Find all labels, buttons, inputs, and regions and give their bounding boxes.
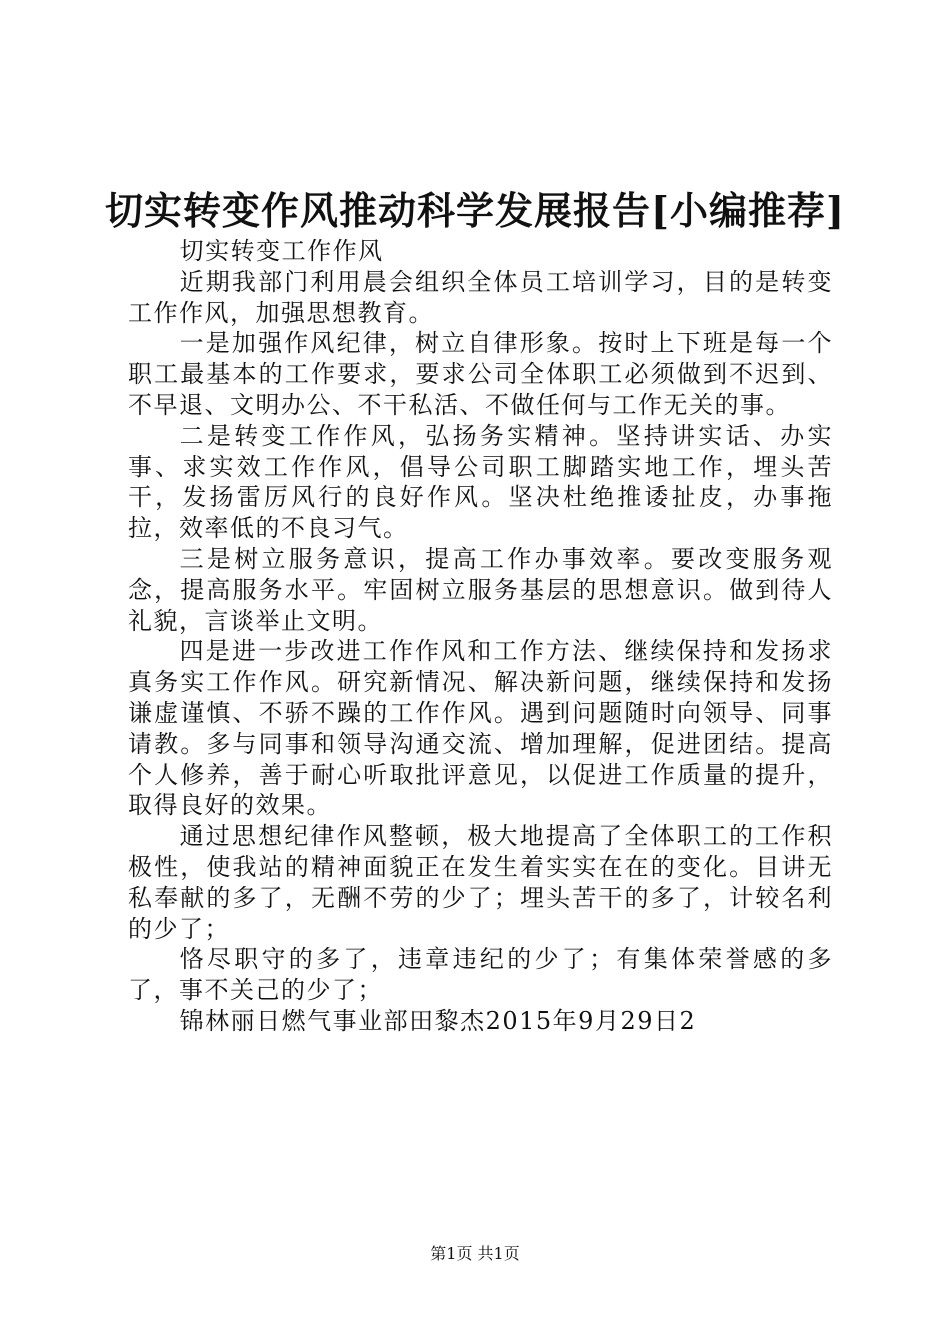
page-total: 共1页 (477, 1244, 520, 1263)
point-one-paragraph: 一是加强作风纪律，树立自律形象。按时上下班是每一个职工最基本的工作要求，要求公司全体职工必须做到不迟到、不早退、文明办公、不干私活、不做任何与工作无关的事。 (128, 329, 833, 419)
page-number: 第1页 (430, 1244, 473, 1263)
point-two-paragraph: 二是转变工作作风，弘扬务实精神。坚持讲实话、办实事、求实效工作作风，倡导公司职工脚踏实地工作，埋头苦干，发扬雷厉风行的良好作风。坚决杜绝推诿扯皮，办事拖拉，效率低的不良习气。 (128, 421, 833, 543)
document-body (128, 236, 833, 1037)
intro-paragraph: 近期我部门利用晨会组织全体员工培训学习，目的是转变工作作风，加强思想教育。 (128, 267, 833, 327)
point-four-paragraph: 四是进一步改进工作作风和工作方法、继续保持和发扬求真务实工作作风。研究新情况、解决新问题，继续保持和发扬谦虚谨慎、不骄不躁的工作作风。遇到问题随时向领导、同事请教。多与同事和领导沟通交流、增加理解，促进团结。提高个人修养，善于耐心听取批评意见，以促进工作质量的提升，取得良好的效果。 (128, 637, 833, 820)
page-footer (0, 1242, 950, 1266)
signature-paragraph: 锦林丽日燃气事业部田黎杰2015年9月29日2 (179, 1006, 697, 1035)
result-continued-paragraph: 恪尽职守的多了，违章违纪的少了；有集体荣誉感的多了，事不关己的少了； (128, 945, 833, 1005)
subtitle-paragraph: 切实转变工作作风 (179, 237, 384, 265)
point-three-paragraph: 三是树立服务意识，提高工作办事效率。要改变服务观念，提高服务水平。牢固树立服务基层的思想意识。做到待人礼貌，言谈举止文明。 (128, 544, 833, 635)
result-paragraph: 通过思想纪律作风整顿，极大地提高了全体职工的工作积极性，使我站的精神面貌正在发生着实实在在的变化。目讲无私奉献的多了，无酬不劳的少了；埋头苦干的多了，计较名利的少了； (128, 822, 833, 943)
document-title: 切实转变作风推动科学发展报告[小编推荐] (105, 188, 845, 233)
